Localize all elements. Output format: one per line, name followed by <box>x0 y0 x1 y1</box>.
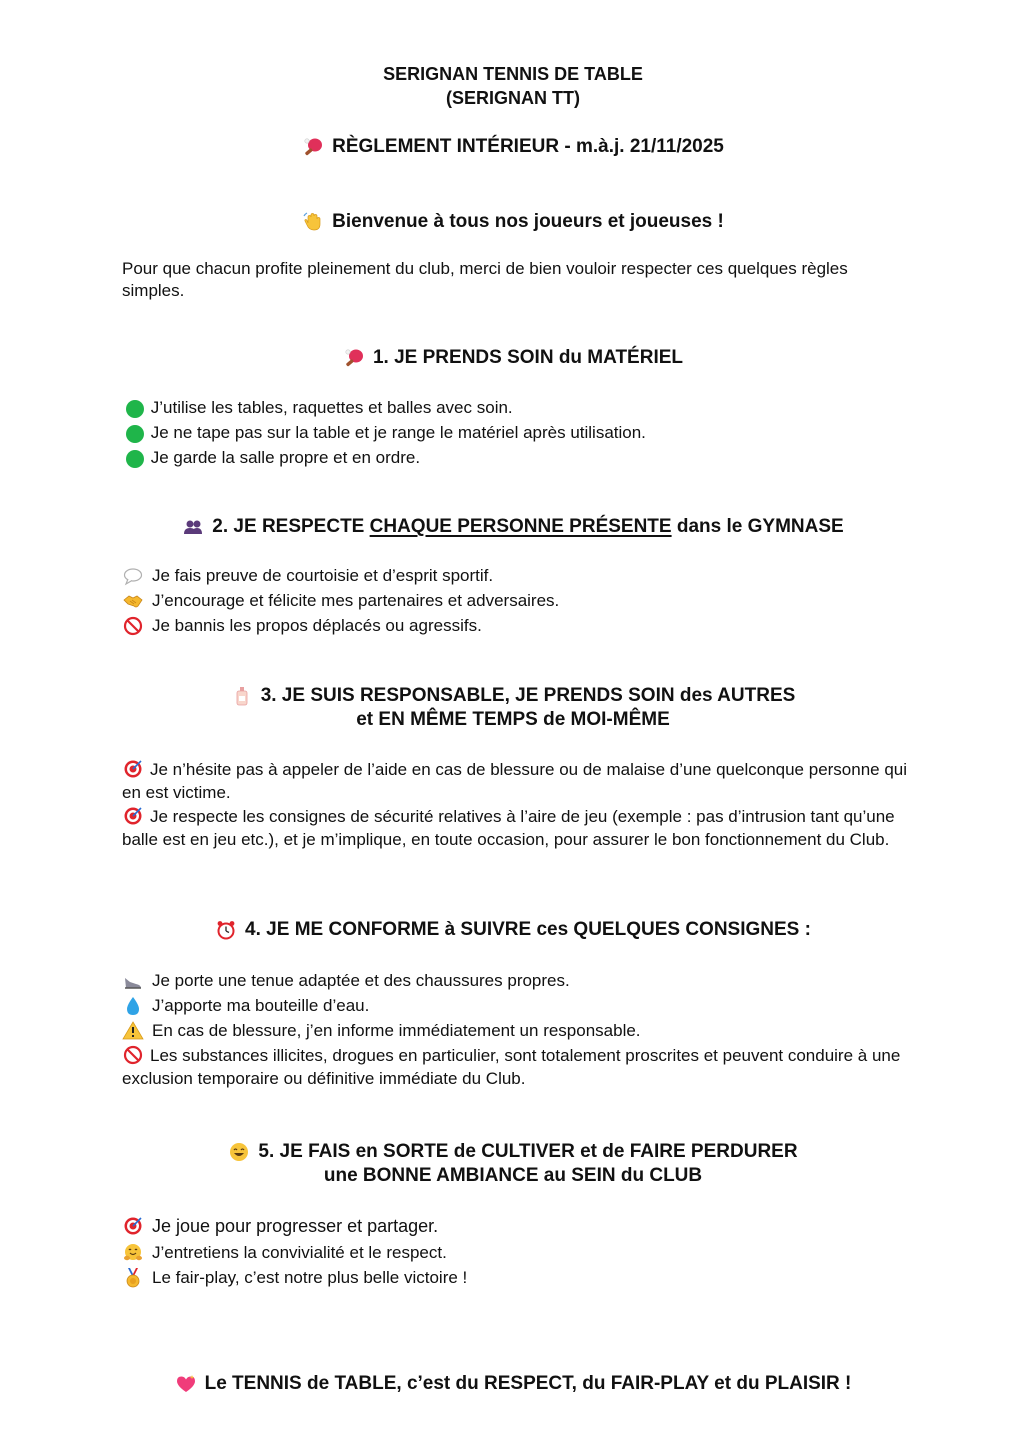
section-4-heading-text: 4. JE ME CONFORME à SUIVRE ces QUELQUES CONSIGNES : <box>245 919 811 940</box>
section-5-heading-line-1: 5. JE FAIS en SORTE de CULTIVER et de FAIRE PERDURER <box>258 1141 798 1162</box>
rules-title-text: RÈGLEMENT INTÉRIEUR - m.à.j. 21/11/2025 <box>332 136 724 157</box>
list-item: J’encourage et félicite mes partenaires et adversaires. <box>122 590 912 618</box>
list-item: J’entretiens la convivialité et le respect. <box>122 1242 912 1270</box>
list-item: Je bannis les propos déplacés ou agressifs. <box>122 615 912 643</box>
section-3-heading-line-1: 3. JE SUIS RESPONSABLE, JE PRENDS SOIN des AUTRES <box>260 685 796 706</box>
club-name: SERIGNAN TENNIS DE TABLE <box>383 64 643 84</box>
list-item: Je ne tape pas sur la table et je range le matériel après utilisation. <box>122 422 912 444</box>
list-item: Je respecte les consignes de sécurité relatives à l’aire de jeu (exemple : pas d’intrusion tant qu’une balle est en jeu etc.), et je m’implique, en toute occasion, pour assurer le bon fonctionnement du Club. <box>122 806 912 851</box>
list-item: Les substances illicites, drogues en particulier, sont totalement proscrites et peuvent conduire à une exclusion temporaire ou définitive immédiate du Club. <box>122 1045 912 1090</box>
welcome-heading <box>0 210 1026 240</box>
waving-hand-icon <box>302 211 324 233</box>
welcome-heading-text: Bienvenue à tous nos joueurs et joueuses ! <box>332 211 724 232</box>
section-5-heading-line-2: une BONNE AMBIANCE au SEIN du CLUB <box>323 1165 703 1186</box>
section-1-heading <box>0 346 1026 376</box>
list-item: J’apporte ma bouteille d’eau. <box>122 995 912 1023</box>
prohibited-icon <box>122 1044 144 1066</box>
underlined-emphasis: CHAQUE PERSONNE PRÉSENTE <box>369 516 672 537</box>
target-icon <box>122 758 144 780</box>
footer-slogan <box>0 1372 1026 1402</box>
sparkling-heart-icon <box>175 1373 197 1395</box>
intro-paragraph: Pour que chacun profite pleinement du club, merci de bien vouloir respecter ces quelques règles simples. <box>122 259 848 300</box>
lotion-bottle-icon <box>231 685 253 707</box>
rules-title <box>0 135 1026 165</box>
smiling-face-icon <box>228 1141 250 1163</box>
footer-slogan-text: Le TENNIS de TABLE, c’est du RESPECT, du FAIR-PLAY et du PLAISIR ! <box>204 1373 852 1394</box>
target-icon <box>122 1215 144 1237</box>
section-1-heading-text: 1. JE PRENDS SOIN du MATÉRIEL <box>372 347 684 368</box>
sneaker-icon <box>122 970 144 992</box>
green-circle-icon <box>126 400 144 418</box>
list-item: Le fair-play, c’est notre plus belle victoire ! <box>122 1267 912 1295</box>
hugging-face-icon <box>122 1242 144 1264</box>
people-silhouette-icon <box>182 516 204 538</box>
list-item: Je garde la salle propre et en ordre. <box>122 447 912 469</box>
water-drop-icon <box>122 995 144 1017</box>
green-circle-icon <box>126 425 144 443</box>
section-3-heading-line-2: et EN MÊME TEMPS de MOI-MÊME <box>356 709 670 730</box>
section-2-heading: 2. JE RESPECTE CHAQUE PERSONNE PRÉSENTE dans le GYMNASE <box>0 515 1026 545</box>
target-icon <box>122 805 144 827</box>
ping-pong-paddle-icon <box>343 347 365 369</box>
handshake-icon <box>122 590 144 612</box>
alarm-clock-icon <box>215 919 237 941</box>
list-item: En cas de blessure, j’en informe immédiatement un responsable. <box>122 1020 912 1048</box>
list-item: J’utilise les tables, raquettes et balles avec soin. <box>122 397 912 419</box>
list-item: Je porte une tenue adaptée et des chaussures propres. <box>122 970 912 998</box>
warning-icon <box>122 1020 144 1042</box>
green-circle-icon <box>126 450 144 468</box>
club-short-name: (SERIGNAN TT) <box>446 88 580 108</box>
section-4-heading <box>0 918 1026 948</box>
speech-bubble-icon <box>122 565 144 587</box>
list-item: Je fais preuve de courtoisie et d’esprit sportif. <box>122 565 912 593</box>
list-item: Je n’hésite pas à appeler de l’aide en cas de blessure ou de malaise d’une quelconque personne qui en est victime. <box>122 759 912 804</box>
list-item: Je joue pour progresser et partager. <box>122 1215 912 1242</box>
ping-pong-paddle-icon <box>302 136 324 158</box>
medal-icon <box>122 1267 144 1289</box>
prohibited-icon <box>122 615 144 637</box>
